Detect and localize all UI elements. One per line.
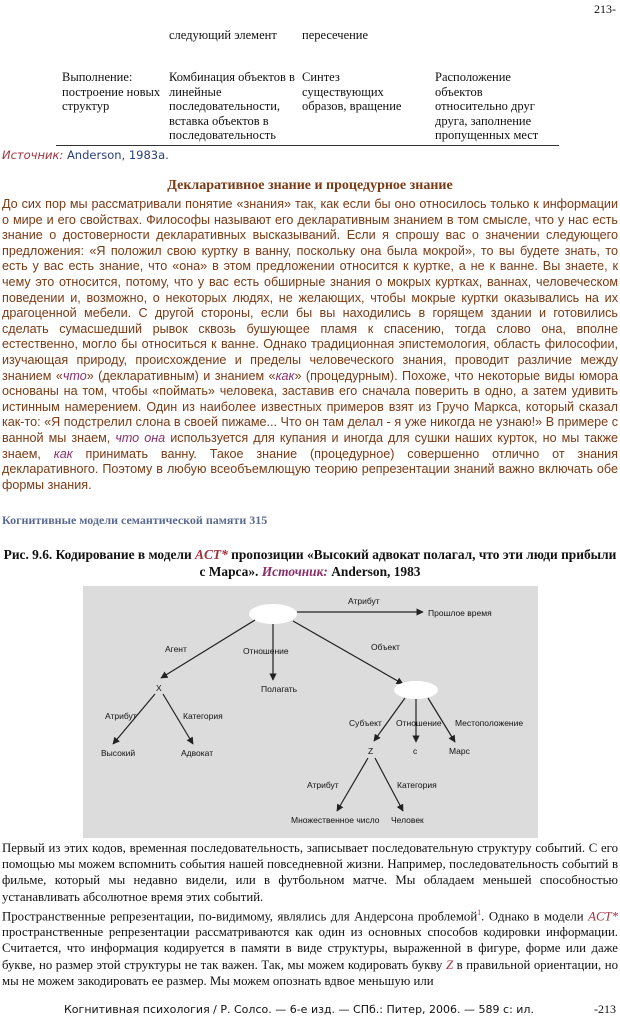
body-paragraph (2, 197, 618, 493)
bottom-text-2c: пространственные репрезентации рассматриваются как один из основных способов кодировки информации. Считается, что информация кодируется в памяти в виде структуры, выраженной в фигуре, форме или даже букве, но размер этой структуры не так важен. Так, мы можем кодировать букву (2, 925, 618, 972)
bottom-text (2, 840, 618, 989)
node-lawyer: Адвокат (181, 748, 214, 758)
node-tall: Высокий (101, 748, 136, 758)
node-mars: Марс (449, 746, 470, 756)
figure-caption (0, 546, 620, 580)
caption-act: ACT* (195, 547, 228, 562)
table-cell-3: Синтез существующих образов, вращение (302, 70, 402, 113)
table-rule (56, 145, 559, 146)
source-label: Источник: (2, 148, 64, 162)
bottom-text-2a: Пространственные репрезентации, по-видимому, являлись для Андерсона проблемой (2, 909, 478, 924)
body-em-1: что (62, 368, 87, 383)
node-past-time: Прошлое время (428, 608, 492, 618)
footer-citation: Когнитивная психология / Р. Солсо. — 6-е изд. — СПб.: Питер, 2006. — 589 с: ил. (64, 1003, 534, 1016)
bottom-text-2b: . Однако в модели (481, 909, 589, 924)
section-title: Декларативное знание и процедурное знание (167, 178, 453, 193)
bottom-act: ACT* (588, 909, 618, 924)
node-x: X (156, 683, 162, 693)
edge-label-attribute-top: Атрибут (348, 596, 380, 606)
bottom-text-2d: в правильной ориентации, но мы не можем закодировать ее размер. Мы можем опознать вдвое меньшую или (2, 957, 618, 988)
body-em-3: что она (115, 430, 166, 445)
running-head: Когнитивные модели семантической памяти 315 (2, 513, 268, 527)
caption-pre: Рис. 9.6. Кодирование в модели (3, 547, 196, 562)
edge-label-attribute-x: Атрибут (105, 711, 137, 721)
body-em-4: как (53, 446, 73, 461)
table-cell-top-2: следующий элемент (169, 28, 277, 42)
node-proposition-second (394, 681, 438, 699)
node-c: с (413, 746, 418, 756)
edge-label-location: Местоположение (455, 718, 524, 728)
body-text-3: » (процедурным). Похоже, что некоторые виды юмора основаны на том, чтобы «поймать» человека, заставив его сначала поверить в одно, а затем удивить истинным намерением. Один из наиболее известных примеров взят из Гручо Маркса, который сказал как-то: «Я подстрелил слона в своей пижаме... Что он там делал - я уже никогда не узнаю!» В примере с ванной мы знаем, (2, 368, 618, 445)
edge-label-subject: Субъект (349, 718, 382, 728)
body-text-5: принимать ванну. Такое знание (процедурное) совершенно отлично от знания декларативного. Поэтому в любую всеобъемлющую теорию репрезентации знаний важно включать обе формы знания. (2, 446, 618, 492)
bottom-paragraph-1: Первый из этих кодов, временная последовательность, записывает последовательную структуру событий. С его помощью мы можем вспомнить события нашей повседневной жизни. Например, последовательность событий в фильме, который мы недавно видели, или в футбольном матче. Мы обладаем меньшей способностью устанавливать абсолютное время этих событий. (2, 841, 618, 904)
bottom-z: Z (445, 957, 454, 972)
edge-label-relation-top: Отношение (243, 646, 289, 656)
caption-source: Anderson, 1983 (327, 564, 421, 579)
body-text-2: » (декларативным) и знанием « (86, 368, 276, 383)
caption-mid: пропозиции «Высокий адвокат полагал, что эти люди прибыли с Марса». (199, 547, 617, 579)
table-cell-1: Выполнение: построение новых структур (62, 70, 161, 113)
node-believe: Полагать (261, 684, 298, 694)
table-cell-2: Комбинация объектов в линейные последовательности, вставка объектов в последовательность (169, 70, 295, 142)
footnote-ref[interactable]: 1 (477, 907, 482, 917)
node-person: Человек (391, 815, 424, 825)
edge-label-category-z: Категория (397, 780, 437, 790)
page-number-top: 213- (594, 2, 616, 16)
body-text-1: До сих пор мы рассматривали понятие «знания» так, как если бы оно относилось только к информации о мире и его свойствах. Философы называют его декларативным знанием в том смысле, что у нас есть знание о достоверности декларативных высказываний. Если я спрошу вас о значении следующего предложения: «Я положил свою куртку в ванну, поскольку она была мокрой», то вы будете знать, то есть у вас есть знание, что «она» в этом предложении относится к куртке, а не к ванне. Вы знаете, к чему это относится, потому, что у вас есть обширные знания о мокрых куртках, ваннах, человеческом поведении и, возможно, о некоторых людях, не желающих, чтобы мокрые куртки оказывались на их драгоценной мебели. С другой стороны, если бы вы находились в горящем здании и готовились сделать сумасшедший рывок сквозь бушующее пламя к спасению, тогда слово она, вполне естественно, могло бы относиться к ванне. Однако традиционная эпистемология, область философии, изучающая природу, происхождение и пределы человеческого знания, проводит различие между знанием « (2, 197, 618, 383)
edge-label-category-x: Категория (183, 711, 223, 721)
table-cell-top-3: пересечение (302, 28, 369, 42)
node-plural: Множественное число (291, 815, 380, 825)
edge-label-attribute-z: Атрибут (307, 780, 339, 790)
page-number-bottom: -213 (594, 1002, 616, 1016)
table-source (2, 148, 169, 162)
body-text-4: используется для купания и иногда для сушки наших курток, но мы также знаем, (2, 430, 618, 461)
edge-label-object: Объект (371, 642, 400, 652)
bottom-paragraph-2 (2, 905, 618, 989)
body-em-2: как (275, 368, 295, 383)
edge-label-relation: Отношение (396, 718, 442, 728)
node-proposition-top (249, 604, 297, 624)
caption-source-label: Источник: (261, 564, 328, 579)
act-diagram (83, 586, 538, 838)
table-cell-4: Расположение объектов относительно друг друга, заполнение пропущенных мест (435, 70, 539, 142)
source-value: Anderson, 1983a. (66, 148, 169, 162)
edge-label-agent: Агент (165, 644, 187, 654)
diagram-background (83, 586, 538, 838)
node-z: Z (368, 746, 374, 756)
